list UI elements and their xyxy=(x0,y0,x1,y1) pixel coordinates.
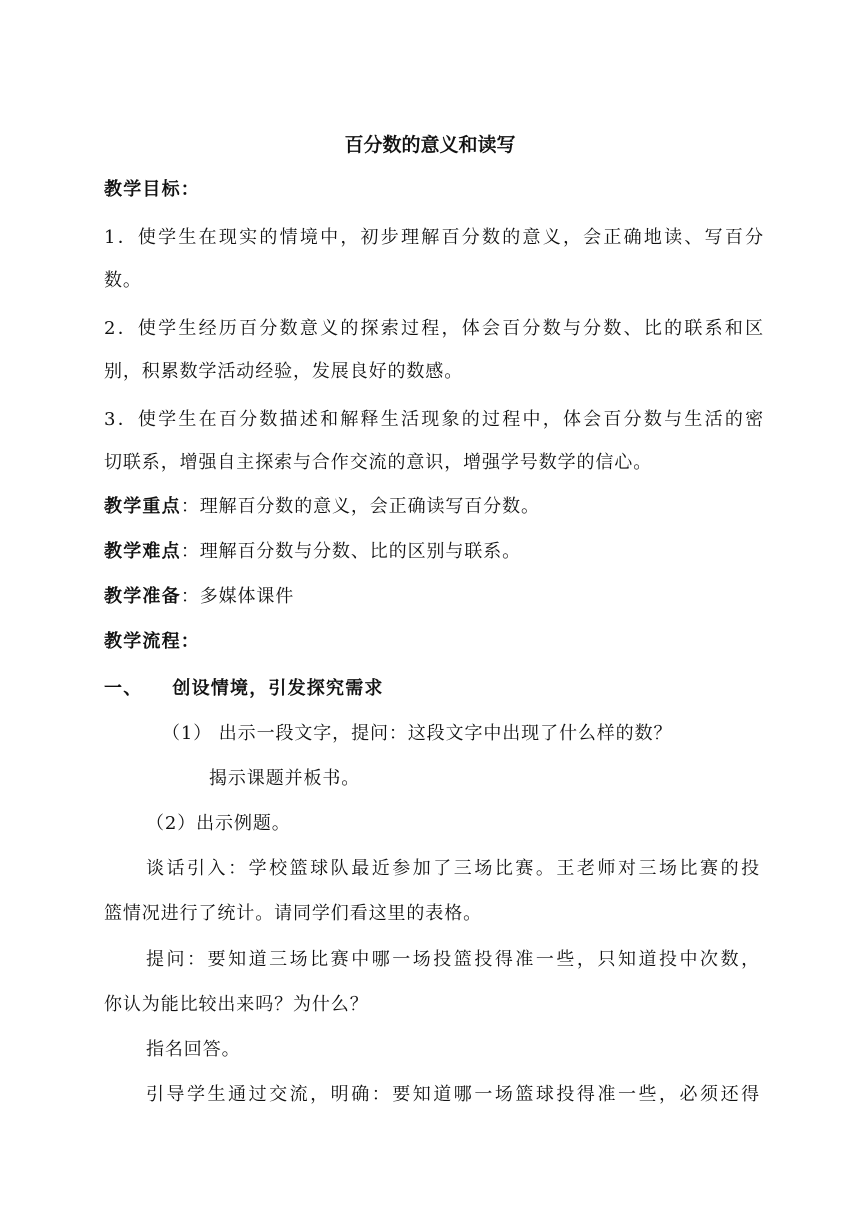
preparation-text: ：多媒体课件 xyxy=(180,586,295,607)
section-1-title: 创设情境，引发探究需求 xyxy=(172,678,384,699)
difficulty-label: 教学难点 xyxy=(104,541,181,562)
section-1-number: 一、 xyxy=(104,678,143,699)
difficulty-paragraph xyxy=(104,540,764,564)
question-line-2: 你认为能比较出来吗？为什么？ xyxy=(104,994,369,1015)
preparation-paragraph xyxy=(104,585,764,609)
objective-2-line-1: 2．使学生经历百分数意义的探索过程，体会百分数与分数、比的联系和区 xyxy=(104,318,764,339)
section-1-heading xyxy=(104,677,764,701)
objective-1-line-1: 1．使学生在现实的情境中，初步理解百分数的意义，会正确地读、写百分 xyxy=(104,227,764,248)
step-1-text: （1） 出示一段文字，提问：这段文字中出现了什么样的数？ xyxy=(162,723,673,744)
guide-line-1: 引导学生通过交流，明确：要知道哪一场篮球投得准一些，必须还得 xyxy=(146,1084,760,1105)
objective-1-line-2: 数。 xyxy=(104,270,142,291)
intro-line-2: 篮情况进行了统计。请同学们看这里的表格。 xyxy=(104,903,482,924)
intro-line-1: 谈话引入：学校篮球队最近参加了三场比赛。王老师对三场比赛的投 xyxy=(146,858,760,879)
question-line-1: 提问：要知道三场比赛中哪一场投篮投得准一些，只知道投中次数， xyxy=(146,949,760,970)
objective-2-line-2: 别，积累数学活动经验，发展良好的数感。 xyxy=(104,361,464,382)
objective-3-line-2: 切联系，增强自主探索与合作交流的意识，增强学号数学的信心。 xyxy=(104,452,653,473)
key-point-text: ：理解百分数的意义，会正确读写百分数。 xyxy=(180,496,540,517)
step-2-text: （2）出示例题。 xyxy=(146,813,291,834)
objectives-heading: 教学目标： xyxy=(104,179,200,200)
answer-line: 指名回答。 xyxy=(146,1039,241,1060)
document-title: 百分数的意义和读写 xyxy=(344,134,516,156)
objective-3-line-1: 3．使学生在百分数描述和解释生活现象的过程中，体会百分数与生活的密 xyxy=(104,409,764,430)
preparation-label: 教学准备 xyxy=(104,586,181,607)
key-point-label: 教学重点 xyxy=(104,496,181,517)
step-1-reveal: 揭示课题并板书。 xyxy=(209,768,361,789)
key-point-paragraph xyxy=(104,495,764,519)
difficulty-text: ：理解百分数与分数、比的区别与联系。 xyxy=(180,541,522,562)
process-heading: 教学流程： xyxy=(104,631,200,652)
